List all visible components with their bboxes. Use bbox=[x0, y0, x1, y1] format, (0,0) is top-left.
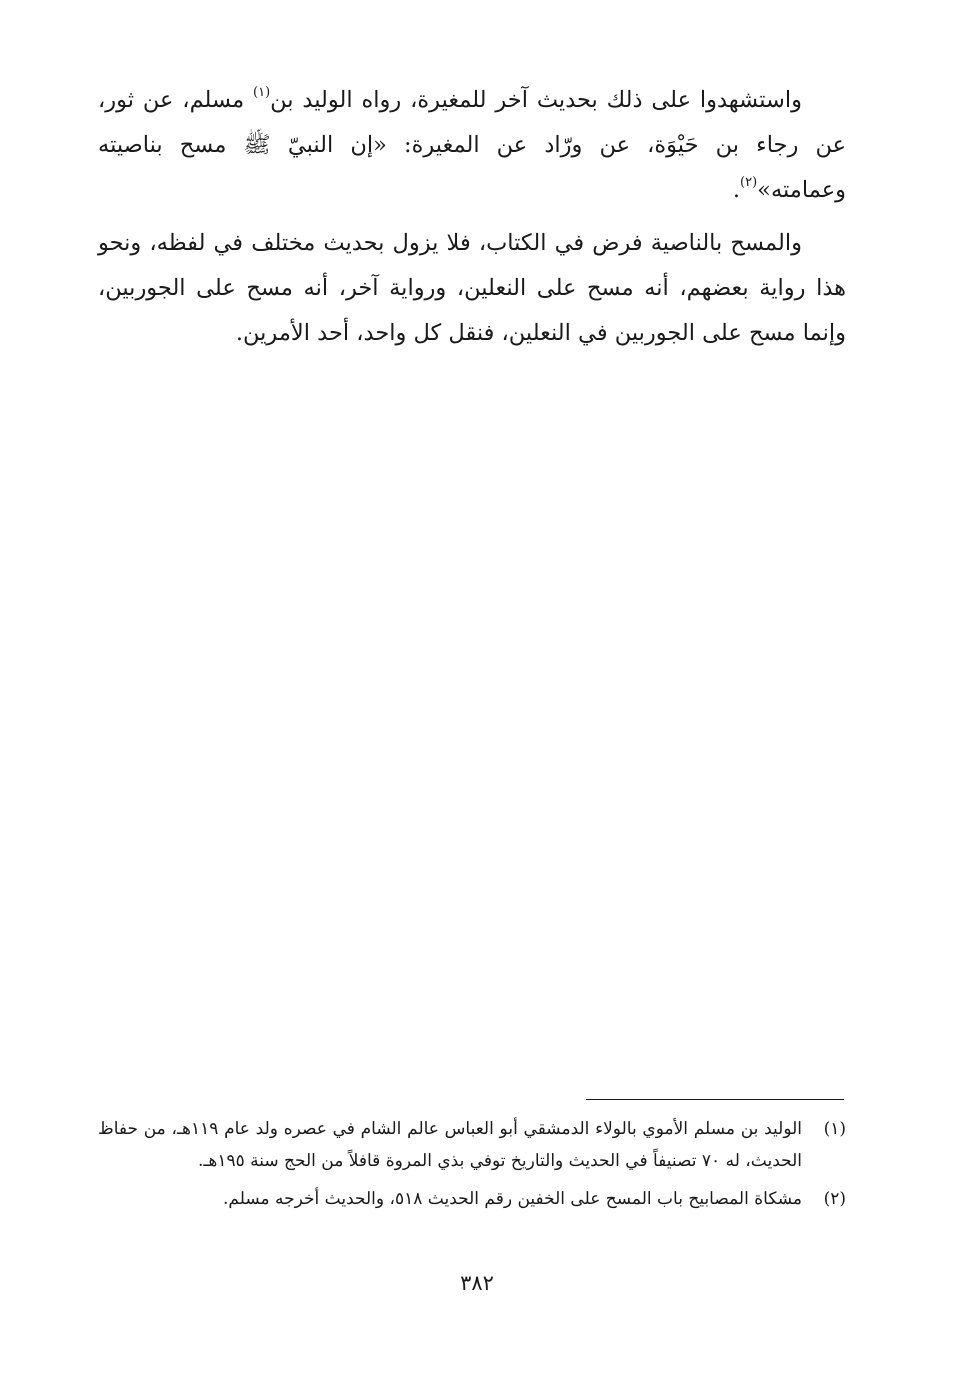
footnote-2-number: (٢) bbox=[823, 1189, 846, 1209]
footnote-1-text: الوليد بن مسلم الأموي بالولاء الدمشقي أبو العباس عالم الشام في عصره ولد عام ١١٩هـ، من حفاظ الحديث، له ٧٠ تصنيفاً في الحديث والتاريخ توفي بذي المروة قافلاً من الحج سنة ١٩٥هـ. bbox=[98, 1119, 803, 1171]
paragraph-1-text-middle: مسلم، عن ثور، عن رجاء بن حَيْوَة، عن ورّاد عن المغيرة: «إن النبيّ ﷺ مسح بناصيته وعمامته» bbox=[98, 87, 846, 203]
paragraph-1-text-start: واستشهدوا على ذلك بحديث آخر للمغيرة، رواه الوليد بن bbox=[270, 87, 802, 113]
footnote-1 bbox=[98, 1113, 846, 1177]
footnote-separator bbox=[586, 1099, 844, 1100]
paragraph-1 bbox=[98, 78, 846, 213]
paragraph-1-text-end: . bbox=[732, 177, 741, 203]
paragraph-2: والمسح بالناصية فرض في الكتاب، فلا يزول بحديث مختلف في لفظه، ونحو هذا رواية بعضهم، أنه مسح على النعلين، ورواية آخر، أنه مسح على الجوربين، وإنما مسح على الجوربين في النعلين، فنقل كل واحد، أحد الأمرين. bbox=[98, 230, 846, 346]
footnote-2 bbox=[98, 1183, 846, 1215]
footnote-ref-2[interactable]: (٢) bbox=[740, 175, 758, 190]
footnote-ref-1[interactable]: (١) bbox=[253, 85, 271, 100]
footnote-2-text: مشكاة المصابيح باب المسح على الخفين رقم الحديث ٥١٨، والحديث أخرجه مسلم. bbox=[222, 1189, 802, 1209]
page-number: ٣٨٢ bbox=[460, 1271, 494, 1295]
main-text bbox=[98, 78, 846, 356]
footnotes bbox=[98, 1113, 846, 1215]
footnote-1-number: (١) bbox=[823, 1119, 846, 1139]
